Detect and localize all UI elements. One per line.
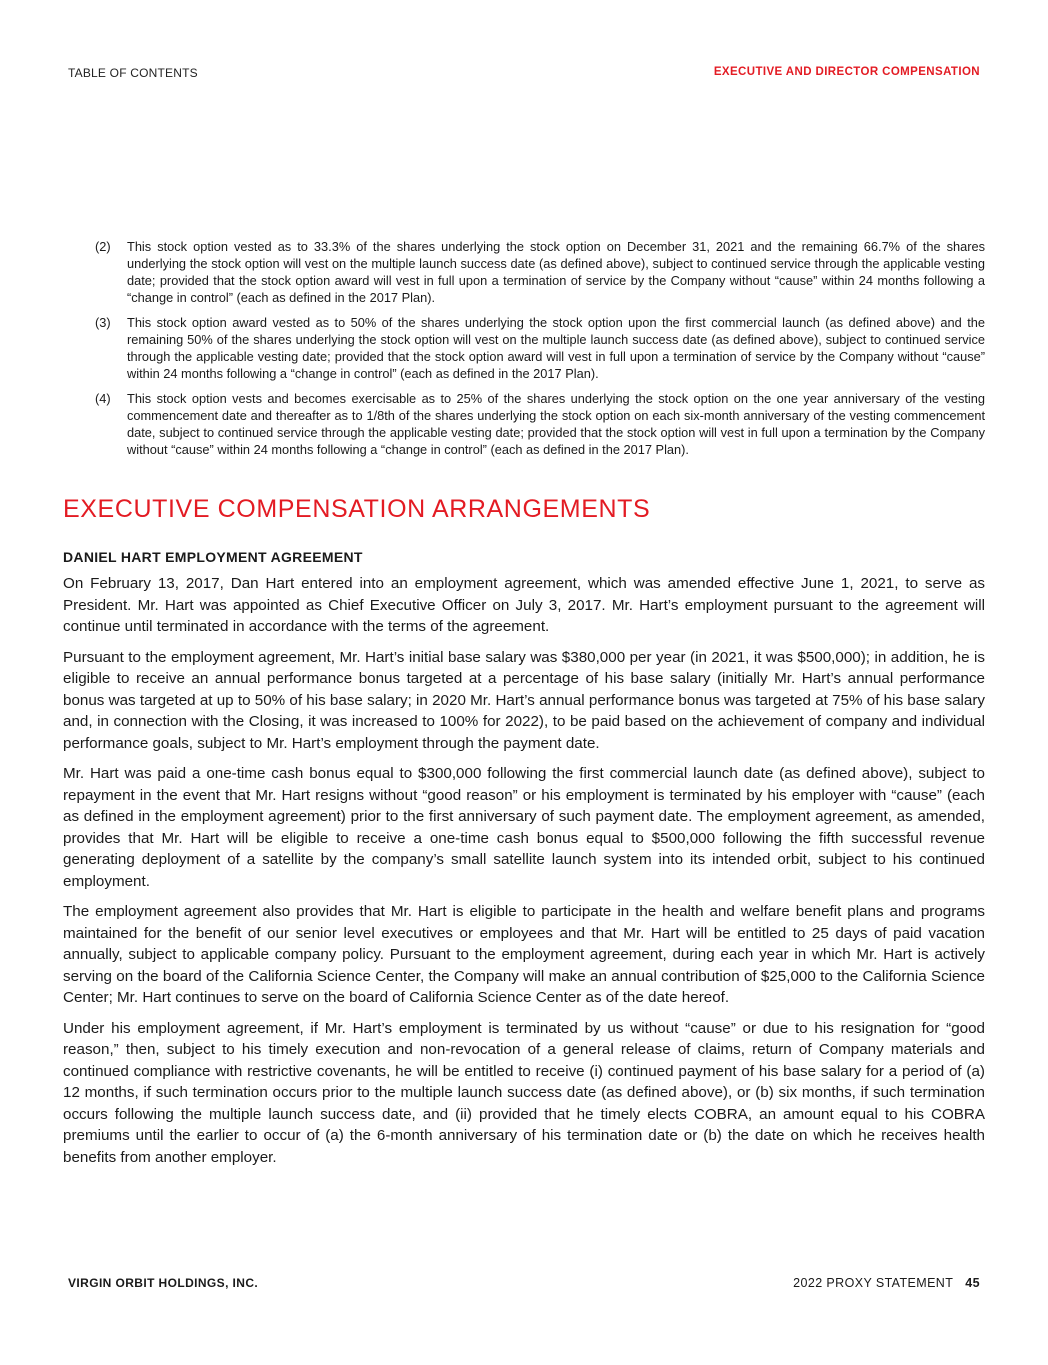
footnote-number: (3) xyxy=(95,315,111,330)
footnote-text: This stock option vested as to 33.3% of the shares underlying the stock option on December 31, 2021 and the remaining 66.7% of the shares underlying the stock option will vest on the multiple launch success date (as defined above), subject to continued service through the applicable vesting date; provided that the stock option award will vest in full upon a termination of service by the Company without “cause” within 24 months following a “change in control” (each as defined in the 2017 Plan). xyxy=(127,239,985,305)
body-text xyxy=(63,573,985,1177)
footnote-number: (2) xyxy=(95,239,111,254)
footnote-number: (4) xyxy=(95,391,111,406)
footer-info xyxy=(793,1276,980,1290)
footnote-text: This stock option vests and becomes exercisable as to 25% of the shares underlying the stock option on the one year anniversary of the vesting commencement date and thereafter as to 1/8th of the shares underlying the stock option on each six-month anniversary of the vesting commencement date, subject to continued service through the applicable vesting date; provided that the stock option will vest in full upon a termination by the Company without “cause” within 24 months following a “change in control” (each as defined in the 2017 Plan). xyxy=(127,391,985,457)
page-number: 45 xyxy=(965,1276,980,1290)
footnotes xyxy=(95,238,985,466)
paragraph: The employment agreement also provides that Mr. Hart is eligible to participate in the health and welfare benefit plans and programs maintained for the benefit of our senior level executives or employees and that Mr. Hart will be entitled to 25 days of paid vacation annually, subject to applicable company policy. Pursuant to the employment agreement, during each year in which Mr. Hart is actively serving on the board of the California Science Center, the Company will make an annual contribution of $25,000 to the California Science Center; Mr. Hart continues to serve on the board of California Science Center as of the date hereof. xyxy=(63,903,985,1006)
paragraph: Under his employment agreement, if Mr. Hart’s employment is terminated by us without “cause” or due to his resignation for “good reason,” then, subject to his timely execution and non-revocation of a general release of claims, return of Company materials and continued compliance with restrictive covenants, he will be entitled to receive (i) continued payment of his base salary for a period of (a) 12 months, if such termination occurs prior to the multiple launch success date (as defined above), or (b) six months, if such termination occurs following the multiple launch success date, and (ii) provided that he timely elects COBRA, an amount equal to his COBRA premiums until the earlier to occur of (a) the 6-month anniversary of his termination date or (b) the date on which he receives health benefits from another employer. xyxy=(63,1019,985,1166)
footnote-text: This stock option award vested as to 50% of the shares underlying the stock option upon the first commercial launch (as defined above) and the remaining 50% of the shares underlying the stock option will vest on the multiple launch success date (as defined above), subject to continued service through the applicable vesting date; provided that the stock option award will vest in full upon a termination of service by the Company without “cause” within 24 months following a “change in control” (each as defined in the 2017 Plan). xyxy=(127,315,985,381)
section-title: EXECUTIVE COMPENSATION ARRANGEMENTS xyxy=(63,495,651,523)
footnote-4 xyxy=(95,390,985,458)
table-of-contents-link[interactable]: TABLE OF CONTENTS xyxy=(68,66,198,80)
footnote-3 xyxy=(95,314,985,382)
sub-title: DANIEL HART EMPLOYMENT AGREEMENT xyxy=(63,549,363,565)
footer-company: VIRGIN ORBIT HOLDINGS, INC. xyxy=(68,1276,259,1290)
footer-document: 2022 PROXY STATEMENT xyxy=(793,1276,954,1290)
paragraph: Pursuant to the employment agreement, Mr. Hart’s initial base salary was $380,000 per year (in 2021, it was $500,000); in addition, he is eligible to receive an annual performance bonus targeted at a percentage of his base salary (initially Mr. Hart’s annual performance bonus was targeted at up to 50% of his base salary; in 2020 Mr. Hart’s annual performance bonus was targeted at 75% of his base salary and, in connection with the Closing, it was increased to 100% for 2022), to be paid based on the achievement of company and individual performance goals, subject to Mr. Hart’s employment through the payment date. xyxy=(63,648,985,752)
footnote-2 xyxy=(95,238,985,306)
paragraph: On February 13, 2017, Dan Hart entered into an employment agreement, which was amended effective June 1, 2021, to serve as President. Mr. Hart was appointed as Chief Executive Officer on July 3, 2017. Mr. Hart’s employment pursuant to the agreement will continue until terminated in accordance with the terms of the agreement. xyxy=(63,575,985,635)
section-header: EXECUTIVE AND DIRECTOR COMPENSATION xyxy=(713,66,980,78)
paragraph: Mr. Hart was paid a one-time cash bonus equal to $300,000 following the first commercial launch date (as defined above), subject to repayment in the event that Mr. Hart resigns without “good reason” or his employment is terminated by his employer with “cause” (each as defined in the employment agreement) prior to the first anniversary of such payment date. The employment agreement, as amended, provides that Mr. Hart will be eligible to receive a one-time cash bonus equal to $500,000 following the fifth successful revenue generating deployment of a satellite by the company’s small satellite launch system into its intended orbit, subject to his continued employment. xyxy=(63,765,985,890)
